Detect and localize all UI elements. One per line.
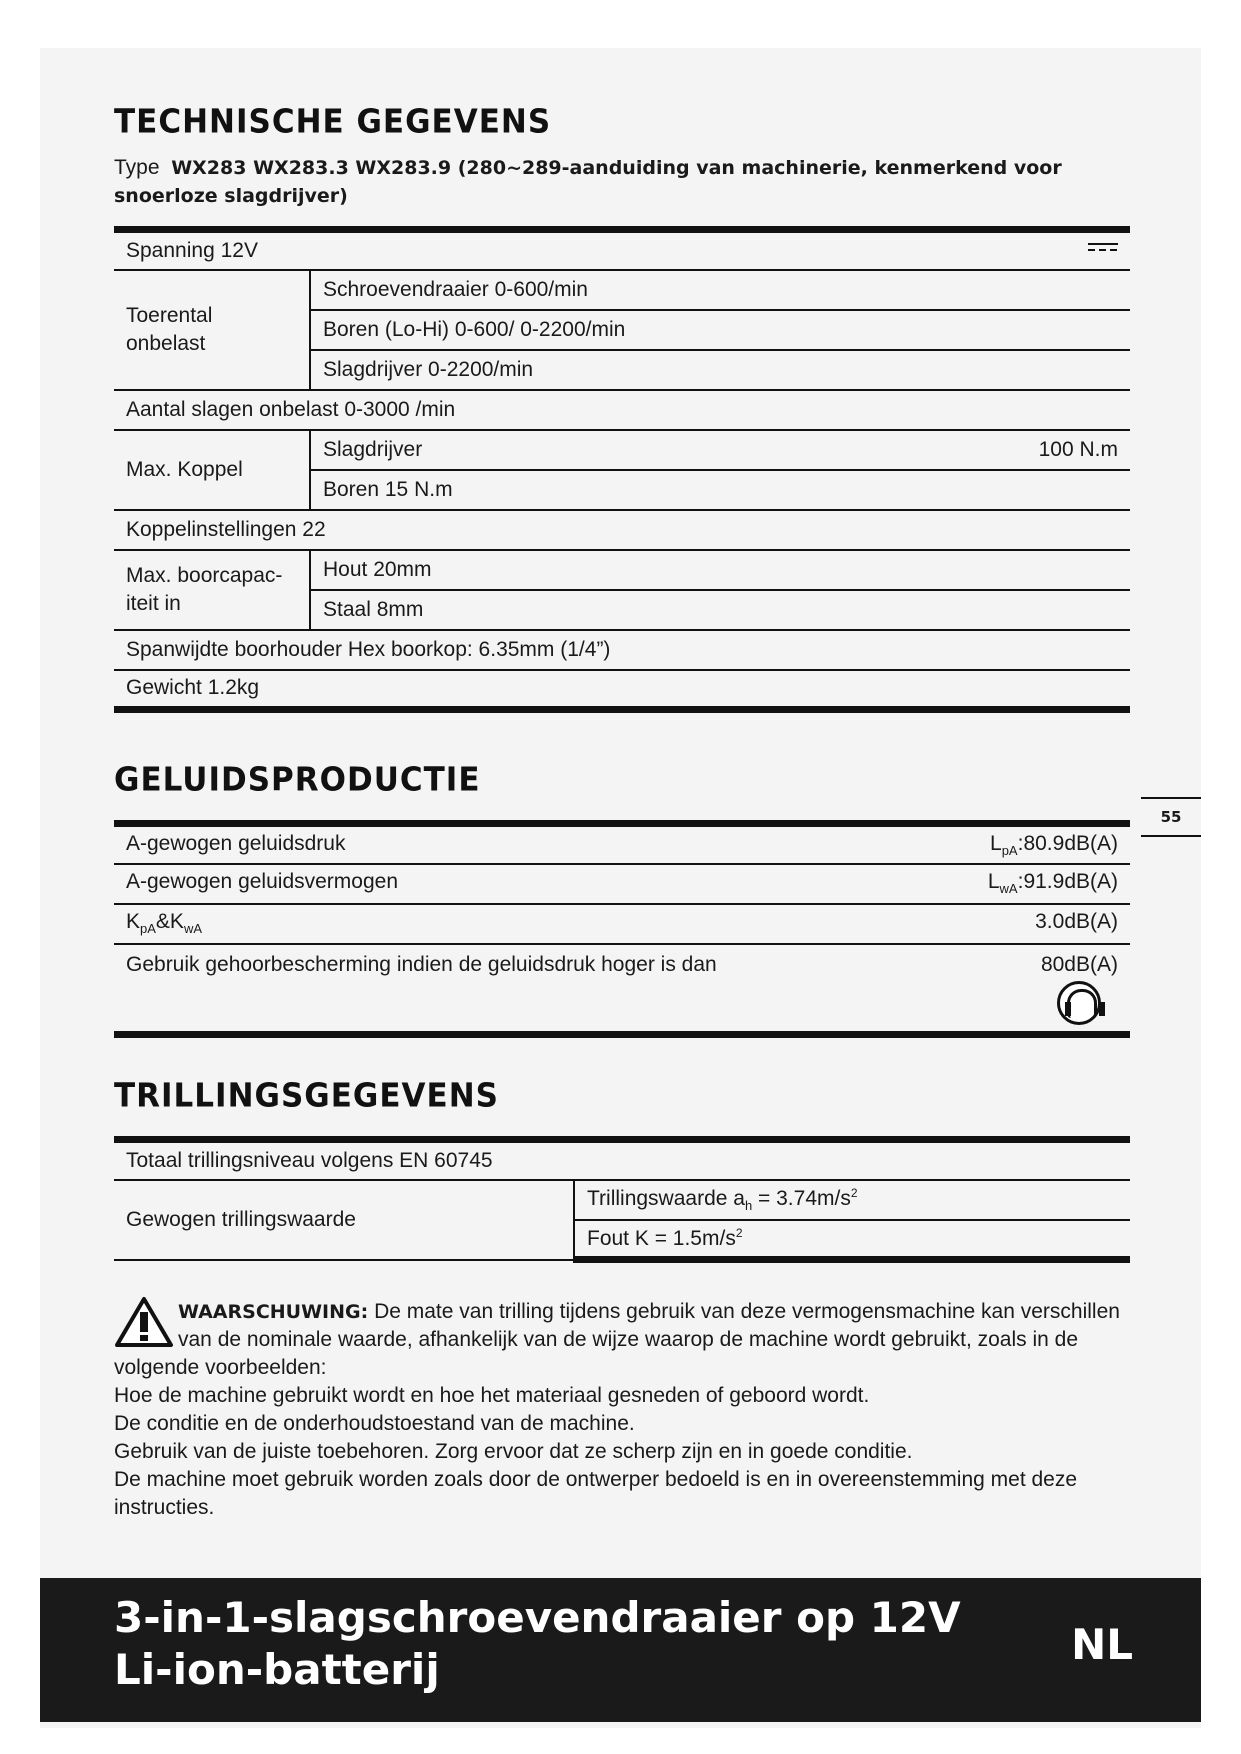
noise-power-value: $L_{wA}:91.9dB(A)$ <box>987 870 1118 897</box>
noise-k-label: $K_{pA}\&K_{wA}$ <box>126 910 202 937</box>
noise-protection-label: Gebruik gehoorbescherming indien de geluidsdruk hoger is dan <box>126 952 717 976</box>
type-line <box>114 154 1124 210</box>
table-row <box>114 430 1130 470</box>
table-row <box>114 230 1130 270</box>
dc-symbol-icon <box>1088 243 1118 255</box>
warning-label: WAARSCHUWING: <box>178 1301 369 1323</box>
warning-paragraph <box>114 1298 1130 1382</box>
table-row <box>114 550 1130 590</box>
type-label: Type <box>114 156 160 179</box>
voltage-text: Spanning 12V <box>126 238 258 262</box>
noise-power-label: A-gewogen geluidsvermogen <box>126 870 399 894</box>
noise-protection-value: 80dB(A) <box>1040 952 1118 976</box>
footer-title-line1: 3-in-1-slagschroevendraaier op 12V <box>114 1593 961 1642</box>
vibration-section-title: TRILLINGSGEGEVENS <box>114 1077 499 1115</box>
torque-drill: Boren 15 N.m <box>310 470 1130 510</box>
warning-intro: De mate van trilling tijdens gebruik van deze vermogensmachine kan verschillen van de nominale waarde, afhankelijk van de wijze waarop de machine wordt gebruikt, zoals in de volgende voorbeelden: <box>114 1300 1120 1379</box>
warning-line: De conditie en de onderhoudstoestand van de machine. <box>114 1412 635 1435</box>
torque-settings: Koppelinstellingen 22 <box>114 510 1130 550</box>
footer-banner <box>40 1578 1201 1722</box>
speed-screwdriver: Schroevendraaier 0-600/min <box>310 270 1130 310</box>
noise-protection-cell <box>114 944 1130 1035</box>
chuck-size: Spanwijdte boorhouder Hex boorkop: 6.35mm (1/4”) <box>114 630 1130 670</box>
capacity-label: Max. boorcapac-iteit in <box>114 550 310 630</box>
table-row <box>114 824 1130 864</box>
tech-spec-table <box>114 226 1130 713</box>
weight: Gewicht 1.2kg <box>114 670 1130 710</box>
type-value: WX283 WX283.3 WX283.9 (280~289-aanduiding van machinerie, kenmerkend voor snoerloze slagdrijver) <box>114 157 1062 207</box>
impact-rate: Aantal slagen onbelast 0-3000 /min <box>114 390 1130 430</box>
table-row <box>114 270 1130 310</box>
ear-protection-icon <box>1057 981 1101 1025</box>
speed-impact: Slagdrijver 0-2200/min <box>310 350 1130 390</box>
noise-k-cell <box>114 904 1130 944</box>
language-code: NL <box>1071 1620 1133 1669</box>
noise-protection-group <box>1041 953 1118 1031</box>
footer-title <box>114 1592 961 1696</box>
warning-line: Hoe de machine gebruikt wordt en hoe het materiaal gesneden of geboord wordt. <box>114 1384 870 1407</box>
speed-label: Toerental onbelast <box>114 270 310 390</box>
noise-pressure-value: $L_{pA}:80.9dB(A)$ <box>990 831 1118 858</box>
warning-line: De machine moet gebruik worden zoals door de ontwerper bedoeld is en in overeenstemming met deze instructies. <box>114 1468 1078 1519</box>
torque-impact-cell <box>310 430 1130 470</box>
torque-impact-label: Slagdrijver <box>323 437 423 461</box>
capacity-wood: Hout 20mm <box>310 550 1130 590</box>
voltage-cell <box>114 230 1130 270</box>
warning-block <box>114 1298 1130 1522</box>
table-row <box>114 864 1130 904</box>
table-row <box>114 630 1130 670</box>
warning-triangle-icon <box>114 1296 174 1348</box>
noise-table <box>114 820 1130 1038</box>
vibration-table <box>114 1136 1130 1263</box>
noise-pressure-label: A-gewogen geluidsdruk <box>126 831 346 855</box>
torque-impact-value: 100 N.m <box>1038 437 1118 461</box>
table-row <box>114 904 1130 944</box>
footer-title-line2: Li-ion-batterij <box>114 1645 440 1694</box>
table-row <box>114 1140 1130 1180</box>
warning-line: Gebruik van de juiste toebehoren. Zorg ervoor dat ze scherp zijn en in goede conditie. <box>114 1440 913 1463</box>
vibration-weighted-label: Gewogen trillingswaarde <box>114 1180 574 1260</box>
noise-section-title: GELUIDSPRODUCTIE <box>114 761 481 799</box>
vibration-total: Totaal trillingsniveau volgens EN 60745 <box>114 1140 1130 1180</box>
table-row <box>114 510 1130 550</box>
tech-section-title: TECHNISCHE GEGEVENS <box>114 103 552 141</box>
noise-pressure-cell <box>114 824 1130 864</box>
speed-drill: Boren (Lo-Hi) 0-600/ 0-2200/min <box>310 310 1130 350</box>
table-row <box>114 390 1130 430</box>
table-row <box>114 1180 1130 1220</box>
page-number: 55 <box>1160 808 1182 826</box>
capacity-steel: Staal 8mm <box>310 590 1130 630</box>
table-row <box>114 670 1130 710</box>
vibration-value: Trillingswaarde $a_h = 3.74m/s^2$ <box>574 1180 1130 1220</box>
noise-k-value: 3.0dB(A) <box>1035 910 1118 934</box>
table-row <box>114 944 1130 1035</box>
torque-label: Max. Koppel <box>114 430 310 510</box>
vibration-error: Fout $K = 1.5m/s^2$ <box>574 1220 1130 1260</box>
page-number-group <box>1141 797 1201 837</box>
noise-power-cell <box>114 864 1130 904</box>
